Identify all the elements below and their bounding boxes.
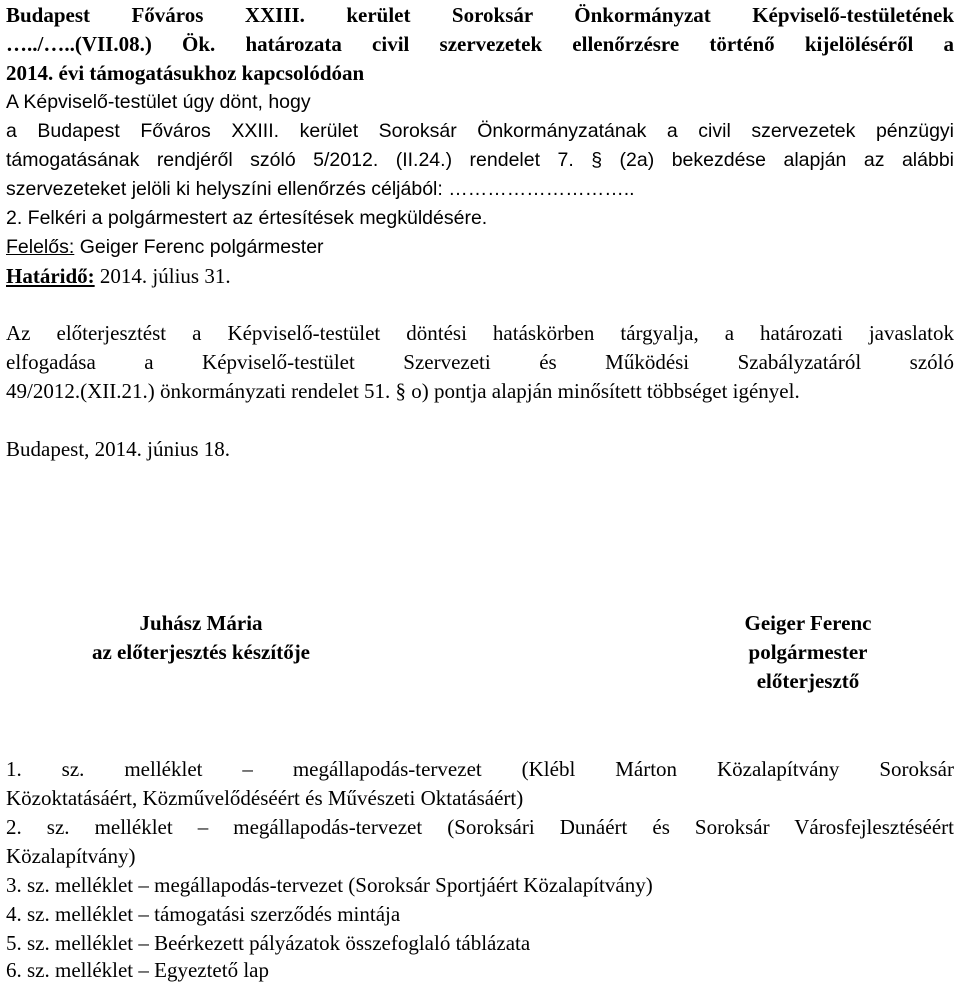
title-line-2: …../…..(VII.08.) Ök. határozata civil szervezetek ellenőrzésre történő kijelöléséről a [6, 32, 954, 56]
attachment-3: 3. sz. melléklet – megállapodás-tervezet (Soroksár Sportjáért Közalapítvány) [6, 873, 653, 897]
attachment-1-line-1: 1. sz. melléklet – megállapodás-tervezet (Klébl Márton Közalapítvány Soroksár [6, 757, 954, 781]
attachment-1-line-2: Közoktatásáért, Közművelődéséért és Művészeti Oktatásáért) [6, 786, 524, 810]
deadline-value: 2014. július 31. [94, 264, 231, 288]
deadline-label: Határidő: [6, 264, 95, 288]
note-line-1: Az előterjesztést a Képviselő-testület döntési hatáskörben tárgyalja, a határozati javaslatok [6, 321, 954, 345]
responsible-line [6, 233, 954, 261]
attachment-4: 4. sz. melléklet – támogatási szerződés mintája [6, 902, 401, 926]
attachment-5: 5. sz. melléklet – Beérkezett pályázatok összefoglaló táblázata [6, 931, 531, 955]
signature-right-role-2: előterjesztő [756, 669, 860, 693]
date-place: Budapest, 2014. június 18. [6, 437, 230, 461]
resolution-line-2: a Budapest Főváros XXIII. kerület Soroksár Önkormányzatának a civil szervezetek pénzügyi [6, 120, 954, 142]
signature-right [688, 609, 928, 696]
signature-left-name: Juhász Mária [139, 611, 263, 635]
signature-right-name: Geiger Ferenc [744, 611, 872, 635]
resolution-line-4: szervezeteket jelöli ki helyszíni ellenőrzés céljából: ……………………….. [6, 178, 635, 200]
responsible-value: Geiger Ferenc polgármester [74, 236, 324, 258]
attachment-6: 6. sz. melléklet – Egyeztető lap [6, 958, 269, 982]
resolution-intro: A Képviselő-testület úgy dönt, hogy [6, 91, 311, 113]
title-line-3: 2014. évi támogatásukhoz kapcsolódóan [6, 61, 365, 85]
responsible-label: Felelős: [6, 236, 75, 258]
title-line-1: Budapest Főváros XXIII. kerület Soroksár Önkormányzat Képviselő-testületének [6, 3, 954, 27]
signature-right-role: polgármester [748, 640, 868, 664]
note-line-2: elfogadása a Képviselő-testület Szervezeti és Működési Szabályzatáról szóló [6, 350, 954, 374]
deadline-line [6, 262, 954, 290]
signature-left-role: az előterjesztés készítője [91, 640, 311, 664]
resolution-item-2: 2. Felkéri a polgármestert az értesítések megküldésére. [6, 207, 488, 229]
signature-left [6, 609, 396, 667]
note-line-3: 49/2012.(XII.21.) önkormányzati rendelet 51. § o) pontja alapján minősített többséget igényel. [6, 379, 800, 403]
resolution-line-3: támogatásának rendjéről szóló 5/2012. (II.24.) rendelet 7. § (2a) bekezdése alapján az alábbi [6, 149, 954, 171]
attachment-2-line-2: Közalapítvány) [6, 844, 136, 868]
attachment-2-line-1: 2. sz. melléklet – megállapodás-tervezet (Soroksári Dunáért és Soroksár Városfejlesztéséért [6, 815, 954, 839]
